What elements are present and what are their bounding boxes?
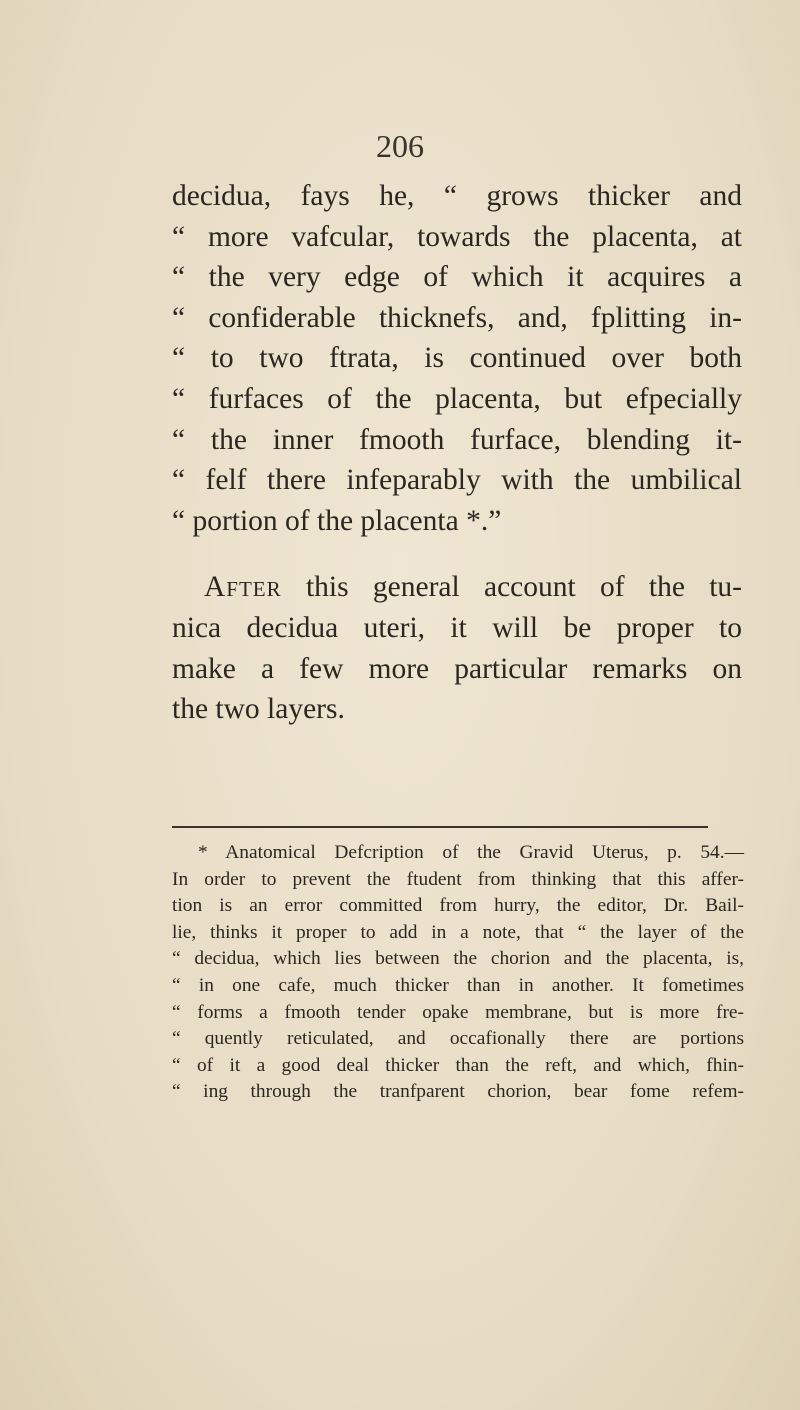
footnote bbox=[172, 840, 744, 1106]
text-line: “ the inner fmooth furface, blending it- bbox=[172, 423, 742, 456]
footnote-line: * Anatomical Defcription of the Gravid Uterus, p. 54.— bbox=[198, 842, 744, 863]
text-line-rest: this general account of the tu- bbox=[305, 571, 742, 604]
page-number: 206 bbox=[376, 128, 424, 164]
text-line: nica decidua uteri, it will be proper to bbox=[172, 611, 742, 644]
text-line: “ the very edge of which it acquires a bbox=[172, 261, 742, 294]
text-line: “ furfaces of the placenta, but efpecially bbox=[172, 382, 742, 415]
paragraph-lead-word: After bbox=[204, 571, 282, 604]
text-line bbox=[172, 567, 742, 608]
footnote-line: lie, thinks it proper to add in a note, that “ the layer of the bbox=[172, 921, 744, 943]
text-line: decidua, fays he, “ grows thicker and bbox=[172, 180, 742, 212]
paragraph-1 bbox=[172, 176, 742, 541]
text-line: “ portion of the placenta *.” bbox=[172, 504, 502, 537]
text-line: make a few more particular remarks on bbox=[172, 652, 742, 685]
text-line: the two layers. bbox=[172, 693, 345, 726]
text-line: “ felf there infeparably with the umbilical bbox=[172, 464, 742, 497]
footnote-line: “ quently reticulated, and occafionally there are portions bbox=[172, 1028, 744, 1050]
footnote-line: “ in one cafe, much thicker than in another. It fometimes bbox=[172, 974, 744, 996]
footnote-line: In order to prevent the ftudent from thinking that this affer- bbox=[172, 868, 744, 890]
paragraph-2 bbox=[172, 567, 742, 729]
footnote-line: tion is an error committed from hurry, the editor, Dr. Bail- bbox=[172, 895, 744, 917]
text-line: “ more vafcular, towards the placenta, at bbox=[172, 220, 742, 253]
footnote-line: “ decidua, which lies between the chorion and the placenta, is, bbox=[172, 948, 744, 970]
text-line: “ confiderable thicknefs, and, fplitting in- bbox=[172, 301, 742, 334]
paragraph-gap bbox=[172, 541, 742, 567]
footnote-line: “ ing through the tranfparent chorion, bear fome refem- bbox=[172, 1081, 744, 1103]
footnote-line: “ of it a good deal thicker than the reft, and which, fhin- bbox=[172, 1054, 744, 1076]
footnote-line: “ forms a fmooth tender opake membrane, but is more fre- bbox=[172, 1001, 744, 1023]
text-line: “ to two ftrata, is continued over both bbox=[172, 342, 742, 375]
footnote-divider bbox=[172, 826, 708, 828]
main-text bbox=[172, 176, 742, 730]
